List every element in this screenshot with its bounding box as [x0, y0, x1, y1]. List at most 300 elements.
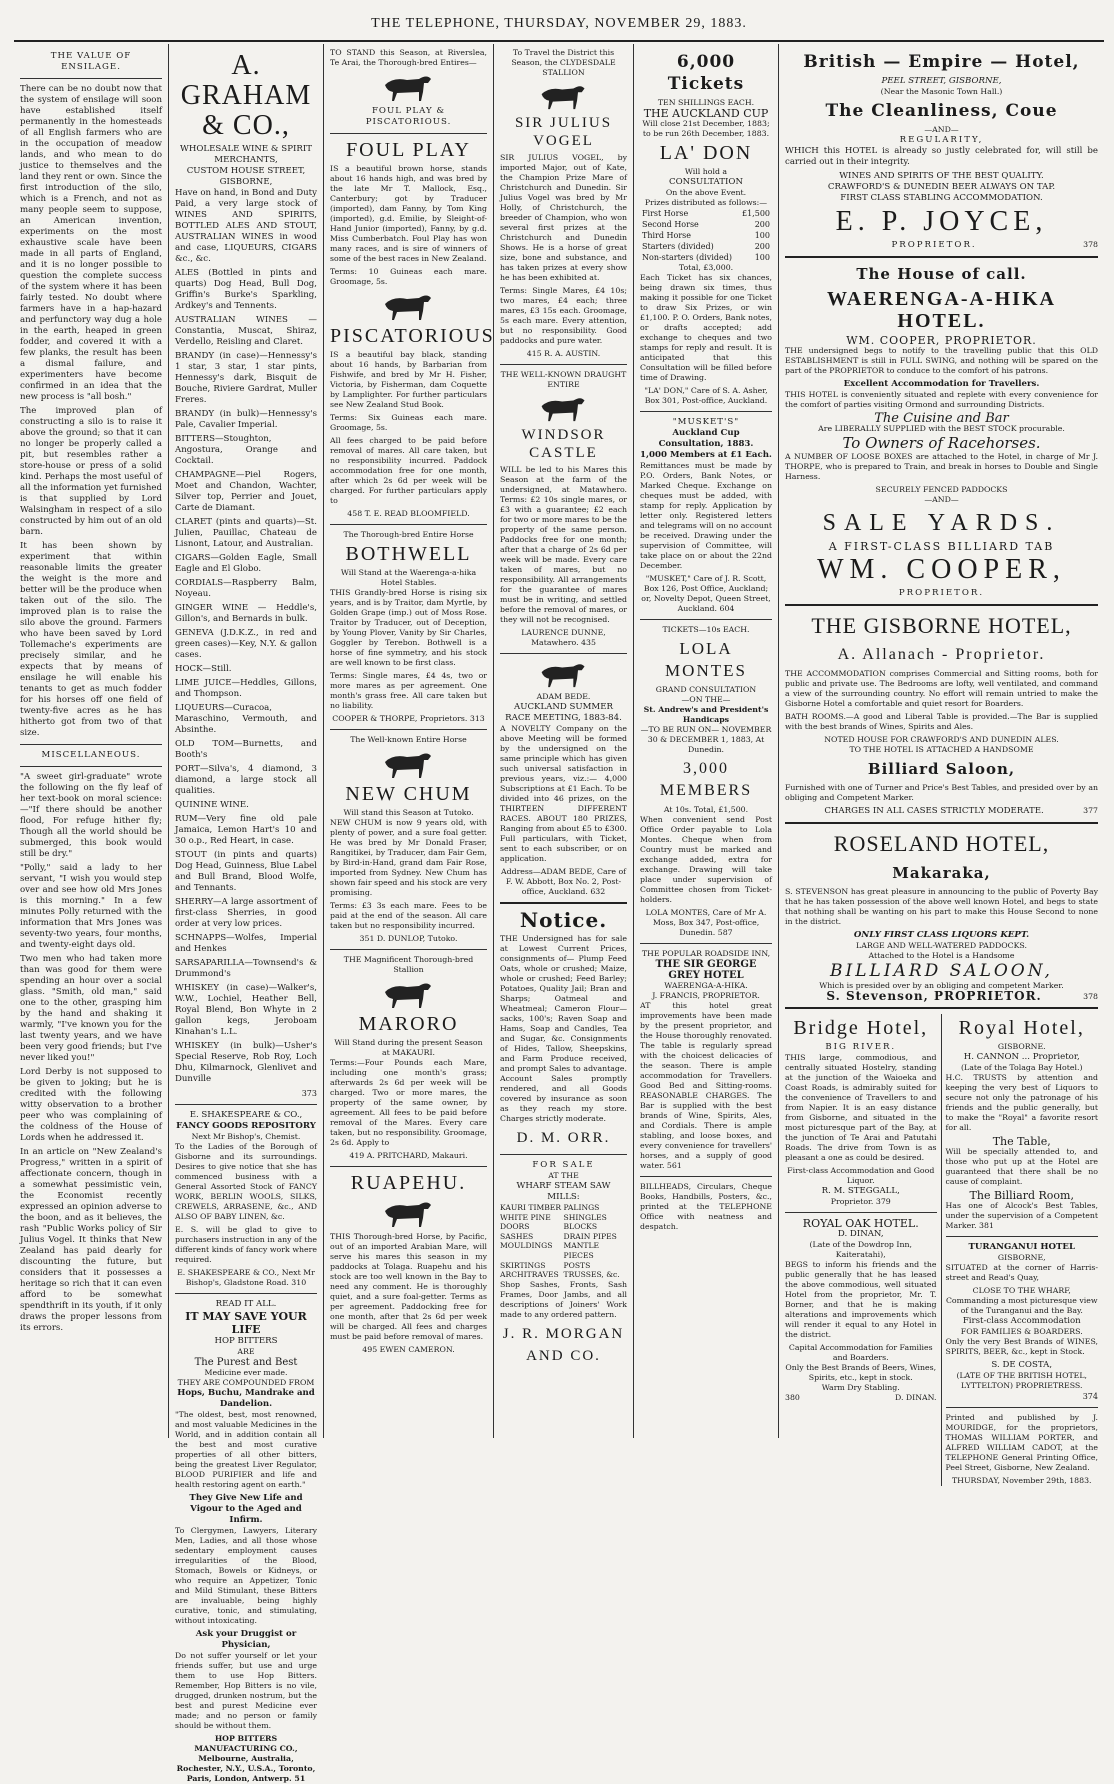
- cooper-text: THE undersigned begs to notify to the travelling public that this OLD ESTABLISHMENT is still in FULL SWING, and nothing will be spared on the part of the PROPRIETOR to conduce to the comfort of his patrons.: [785, 346, 1098, 375]
- tur-gis: GISBORNE,: [997, 1253, 1046, 1262]
- makaraka-heading: Makaraka,: [892, 864, 991, 882]
- large-paddocks: LARGE AND WELL-WATERED PADDOCKS.: [856, 941, 1027, 950]
- table-row: [640, 241, 772, 252]
- billiard-saloon2-heading: BILLIARD SALOON,: [830, 961, 1053, 981]
- divider: [330, 1166, 487, 1167]
- joyce-heading: E. P. JOYCE,: [835, 206, 1048, 237]
- furnished-text: Furnished with one of Turner and Price's Best Tables, and presided over by an obliging and Competent Marker.: [785, 783, 1098, 802]
- stevenson-row: [785, 991, 1098, 1002]
- graham-item: GINGER WINE — Heddle's, Gillon's, and Bernards in bulk.: [175, 603, 317, 624]
- divider: [330, 524, 487, 525]
- ad-number: 373: [301, 1089, 317, 1098]
- wharf-heading: WHARF STEAM SAW MILLS:: [516, 1181, 611, 1202]
- misc-paragraph: "Polly," said a lady to her servant, "I wish you would step over and see how old Mrs Jones is this morning." In a few minutes Polly returned with the information that Mrs Jones was seventy-two years, four months, and twenty-eight days old.: [20, 863, 162, 950]
- liberally: Are LIBERALLY SUPPLIED with the BEST STOCK procurable.: [818, 424, 1065, 433]
- charges-text: CHARGES IN ALL CASES STRICTLY MODERATE.: [824, 806, 1044, 816]
- and-word: —AND—: [924, 495, 959, 504]
- pisc-text: IS a beautiful bay black, standing about 16 hands, by Barbarian from Fishwife, and bred by Mr H. Fisher, Victoria, by Fisherman, dam Coquette by Lamplighter. For further particulars see New Zealand Stud Book.: [330, 350, 487, 409]
- graham-item: CLARET (pints and quarts)—St. Julien, Pauillac, Chateau de Lisnont, Latour, and Australian.: [175, 517, 317, 549]
- shakespeare-sig: E. SHAKESPEARE & CO., Next Mr Bishop's, Gladstone Road. 310: [177, 1268, 315, 1287]
- wharf-item: SASHES: [500, 1231, 534, 1241]
- horse-icon: [330, 748, 487, 780]
- divider: [785, 256, 1098, 258]
- grey-text: AT this hotel great improvements have been made by the present proprietor, and the House thoroughly renovated. The table is regularly spread with the choicest delicacies of the season. There is ample accommodation for Travellers. Good Bed and Sitting-rooms. REASONABLE CHARGES. The Bar is supplied with the best brands of Wine, Spirits, Ales, and Cordials. There is ample stabling, and loose boxes, and every convenience for travellers' horses, and a supply of good water. 561: [640, 1001, 772, 1170]
- lola-tickets: TICKETS—10s EACH.: [662, 625, 750, 634]
- divider: [20, 744, 162, 745]
- save-life-heading: IT MAY SAVE YOUR LIFE: [185, 1310, 307, 1336]
- divider: [500, 653, 627, 654]
- peel-street: PEEL STREET, GISBORNE,: [881, 76, 1002, 86]
- only-liquors: ONLY FIRST CLASS LIQUORS KEPT.: [853, 930, 1030, 940]
- regularity: REGULARITY,: [899, 135, 984, 145]
- divider: [175, 1104, 317, 1105]
- turanganui-heading: TURANGANUI HOTEL: [968, 1242, 1075, 1252]
- misc-paragraph: Lord Derby is not supposed to be given to joking; but he is credited with the following witty observation to a brother peer who was complaining of the coldness of the House of Lords when he addressed it.: [20, 1067, 162, 1143]
- grey-loc: WAERENGA-A-HIKA.: [664, 981, 748, 990]
- table-text: Will be specially attended to, and those who put up at the Hotel are guaranteed that there shall be no cause of complaint.: [945, 1147, 1098, 1186]
- roadside: THE POPULAR ROADSIDE INN,: [641, 949, 771, 958]
- horse-icon: [330, 1197, 487, 1229]
- column-graham: [169, 44, 324, 1783]
- foul-play-heading: FOUL PLAY: [346, 139, 471, 161]
- commanding: Commanding a most picturesque view of the Turanganui and the Bay.: [945, 1296, 1098, 1315]
- tickets-sub: TEN SHILLINGS EACH.: [657, 98, 755, 107]
- allanach-heading: A. Allanach - Proprietor.: [837, 646, 1046, 663]
- billiard-saloon-heading: Billiard Saloon,: [867, 760, 1016, 778]
- at-the: AT THE: [548, 1171, 579, 1180]
- foul-text: IS a beautiful brown horse, stands about 16 hands high, and was bred by the late Mr T. Mallock, Esq., Canterbury; got by Traducer (imported), dam Fanny, by Tom King (imported), g.d. Emilie, by Sleight-of-Hand Junior (imported), Fanny, by g.d. Miss Cumberbatch. Foul Play has won many races, and is sire of winners of some of the best races in New Zealand.: [330, 164, 487, 263]
- cannon-late: (Late of the Tolaga Bay Hotel.): [961, 1063, 1083, 1072]
- graham-sub: WHOLESALE WINE & SPIRIT MERCHANTS,: [180, 144, 312, 165]
- wharf-item: POSTS: [563, 1260, 591, 1270]
- att-hotel: Attached to the Hotel is a Handsome: [868, 951, 1015, 960]
- sir-julius-terms: Terms: Single Mares, £4 10s; two mares, £4 each; three mares, £3 15s each. Groomage, 5s each mare. Every attention, but no responsibility. Good paddocks and pure water.: [500, 286, 627, 345]
- graham-item: BRANDY (in case)—Hennessy's 1 star, 3 star, 1 star pints, Hennessy's dark, Bisquit de Bouche, Riviere Gardrat, Muller Freres.: [175, 351, 317, 405]
- divider: [785, 604, 1098, 606]
- lola-text: When convenient send Post Office Order payable to Lola Montes. Cheque when from Country must be marked and exchange added, extra for exchange. Drawing will take place under supervision of Committee chosen from Ticket-holders.: [640, 815, 772, 904]
- ad-number: 380: [785, 1393, 800, 1402]
- lola-montes-heading: LOLA MONTES: [665, 639, 747, 680]
- newspaper-page: [14, 8, 1104, 1783]
- foul-sub: FOUL PLAY & PISCATORIOUS.: [365, 106, 452, 127]
- wharf-item: MANTLE PIECES: [563, 1241, 600, 1260]
- maroro-text: Terms:—Four Pounds each Mare, including one month's grass; afterwards 2s 6d per week will be charged. Two or more mares, the property of the same owner, by agreement. All fees to be paid before removal of the Mares. Every care taken, but no responsibility. Groomage, 2s 6d. Apply to: [330, 1058, 487, 1147]
- bothwell-intro: The Thorough-bred Entire Horse: [343, 530, 474, 539]
- hop-bitters: HOP BITTERS: [214, 1336, 278, 1346]
- auckland-race-heading: AUCKLAND SUMMER RACE MEETING, 1883-84.: [505, 702, 622, 723]
- table-heading: The Table,: [992, 1135, 1051, 1148]
- graham-item: BITTERS—Stoughton, Angostura, Orange and Cocktail.: [175, 434, 317, 466]
- musket-members: 1,000 Members at £1 Each.: [640, 450, 772, 460]
- near-hall: (Near the Masonic Town Hall.): [880, 87, 1003, 96]
- pisc-more: All fees charged to be paid before removal of mares. All care taken, but no responsibility incurred. Paddock accommodation free for one month, after which 2s 6d per week will be charged. For further particulars apply to: [330, 436, 487, 505]
- boxes-text: A NUMBER OF LOOSE BOXES are attached to the Hotel, in charge of Mr J. THORPE, who is prepared to Train, and break in horses to Double and Single Harness.: [785, 452, 1098, 481]
- graham-item: CIGARS—Golden Eagle, Small Eagle and El Globo.: [175, 553, 317, 574]
- wharf-item: SKIRTINGS: [500, 1260, 546, 1270]
- column-ensilage: [14, 44, 169, 1438]
- joyce-row: [785, 240, 1098, 251]
- graham-item: GENEVA (J.D.K.Z., in red and green cases)—Key, N.Y. & gallon cases.: [175, 628, 317, 660]
- graham-item: BRANDY (in bulk)—Hennessy's Pale, Cavalier Imperial.: [175, 409, 317, 430]
- graham-town: GISBORNE,: [219, 177, 273, 187]
- big-river: BIG RIVER.: [825, 1042, 897, 1052]
- graham-item: SARSAPARILLA—Townsend's & Drummond's: [175, 958, 317, 979]
- graham-item: LIME JUICE—Heddles, Gillons, and Thompson.: [175, 678, 317, 699]
- notice-heading: Notice.: [519, 908, 608, 932]
- musket-heading: "MUSKET'S": [672, 417, 740, 427]
- ask-druggist: Ask your Druggist or Physician,: [195, 1629, 297, 1650]
- excellent-acc: Excellent Accommodation for Travellers.: [843, 379, 1040, 389]
- bothwell-heading: BOTHWELL: [345, 543, 472, 565]
- graham-firm-heading: A. GRAHAM & CO.,: [180, 50, 312, 141]
- misc-paragraph: Two men who had taken more than was good for them were spending an hour over a social glass. "Smith, old man," said one to the other, grasping him by the hand and shaking it warmly, "I've known you for the last twenty years, and we have been very good friends; but I've never liked you!": [20, 954, 162, 1063]
- bothwell-terms: Terms: Single mares, £4 4s, two or more mares as per agreement. One month's grass free. All care taken but no liability.: [330, 671, 487, 710]
- prize-total: Total, £3,000.: [678, 263, 734, 272]
- cooper-prop: WM. COOPER, PROPRIETOR.: [846, 334, 1037, 347]
- presided: Which is presided over by an obliging and competent Marker.: [819, 981, 1064, 990]
- misc-paragraph: In an article on "New Zealand's Progress," written in a spirit of affectionate concern, though in a somewhat pessimistic vein, the Economist recently expressed an opinion adverse to the boon, and as it believes, the rash "Public Works policy of Sir Julius Vogel. It thinks that New Zealand has paid dearly for discounting the future, but considers that it possesses a heritage so rich that it can even afford to be somewhat spendthrift in its youth, if it only draws the proper lessons from its errors.: [20, 1147, 162, 1333]
- divider: [175, 1293, 317, 1294]
- graham-item: QUININE WINE.: [175, 800, 249, 810]
- read-heading: READ IT ALL.: [215, 1299, 277, 1309]
- members-heading: 3,000 MEMBERS: [659, 760, 753, 799]
- ask-text: Do not suffer yourself or let your friends suffer, but use and urge them to use Hop Bitters. Remember, Hop Bitters is no vile, drugged, drunken nostrum, but the best and purest Medicine ever made; and no person or family should be without them.: [175, 1651, 317, 1730]
- lola-sig: LOLA MONTES, Care of Mr A. Moss, Box 347, Post-office, Dunedin. 587: [645, 908, 767, 937]
- graham-item: CORDIALS—Raspberry Balm, Noyeau.: [175, 578, 317, 599]
- billiard-room-text: Has one of Alcock's Best Tables, under the supervision of a Competent Marker. 381: [945, 1201, 1098, 1230]
- dinan-row: [785, 1393, 937, 1403]
- dinan-text: BEGS to inform his friends and the public generally that he has leased the above commodious, well situated Hotel from the proprietor, Mr. T. Borner, and that he is making alterations and improvements which will render it equal to any Hotel in the district.: [785, 1260, 937, 1339]
- la-don-heading: LA' DON: [659, 142, 753, 164]
- forsale-heading: FOR SALE: [532, 1160, 595, 1170]
- newchum-intro: The Well-known Entire Horse: [350, 735, 467, 744]
- royal-turanganui: [942, 1014, 1099, 1486]
- horse-icon: [330, 978, 487, 1010]
- wharf-item: DRAIN PIPES: [563, 1231, 617, 1241]
- column-consultations: [634, 44, 779, 1438]
- bridge-hotel-heading: Bridge Hotel,: [793, 1017, 929, 1039]
- firstclass-acc: First-class Accommodation: [962, 1316, 1081, 1326]
- divider: [640, 411, 772, 412]
- columns: [14, 44, 1104, 1783]
- foul-terms: Terms: 10 Guineas each mare. Groomage, 5s.: [330, 267, 487, 286]
- table-row: [640, 230, 772, 241]
- bridge-royal-oak: [785, 1014, 942, 1486]
- members-sub: At 10s. Total, £1,500.: [663, 805, 749, 814]
- graham-item: HOCK—Still.: [175, 664, 232, 674]
- horse-icon: [500, 659, 627, 689]
- ad-number: 378: [1083, 240, 1098, 249]
- wharf-item: KAURI TIMBER: [500, 1203, 562, 1212]
- divider: [500, 902, 627, 904]
- are-text: ARE: [237, 1347, 255, 1356]
- only-best-brands: Only the Best Brands of Beers, Wines, Spirits, etc., kept in stock.: [785, 1363, 937, 1382]
- article-title: THE VALUE OF ENSILAGE.: [50, 51, 132, 72]
- crawford-text: CRAWFORD'S & DUNEDIN BEER ALWAYS ON TAP.: [827, 182, 1056, 192]
- graham-item-list: [175, 268, 317, 1085]
- roseland-heading: ROSELAND HOTEL,: [833, 831, 1050, 856]
- medicine: Medicine ever made.: [204, 1368, 288, 1377]
- compounded: THEY ARE COMPOUNDED FROM: [177, 1378, 315, 1387]
- shakespeare-firm: E. SHAKESPEARE & CO.,: [189, 1110, 303, 1120]
- piscatorious-heading: PISCATORIOUS: [330, 325, 495, 347]
- ruapehu-sig: 495 EWEN CAMERON.: [362, 1345, 455, 1354]
- billiard-tab: A FIRST-CLASS BILLIARD TAB: [828, 540, 1055, 553]
- notice-text: THE Undersigned has for sale at Lowest Current Prices, consignments of— Plump Feed Oats, whole or crushed; Maize, whole or crushed; Feed Barley; Potatoes, Quality Jail; Bran and Sharps; Oatmeal and Wheatmeal; Cameron Flour—sacks, 100's; Raven Soap and Hams, Soap and Candles, Tea and Sugar, &c. Consignments of Hides, Tallow, Sheepskins, and Farm Produce received, and prompt Sales to advantage. Account Sales promptly rendered, and all Goods covered by insurance as soon as they reach my store. Charges strictly moderate.: [500, 934, 627, 1123]
- table-row: [640, 252, 772, 263]
- divider: [500, 1154, 627, 1155]
- maroro-heading: MARORO: [358, 1013, 459, 1035]
- noted-text: NOTED HOUSE FOR CRAWFORD'S AND DUNEDIN ALES.: [824, 735, 1059, 744]
- musket-addr: "MUSKET," Care of J. R. Scott, Box 126, Post Office, Auckland; or, Novelty Depot, Queen Street, Auckland. 604: [641, 574, 771, 613]
- clergy-text: To Clergymen, Lawyers, Literary Men, Ladies, and all those whose sedentary employment causes irregularities of the Blood, Stomach, Bowels or Kidneys, or who require an Appetizer, Tonic and Mild Stimulant, these Bitters are invaluable, being highly curative, tonic, and stimulating, without intoxicating.: [175, 1526, 317, 1625]
- lola-date: —TO BE RUN ON— NOVEMBER 30 & DECEMBER 1, 1883, At Dunedin.: [640, 725, 772, 754]
- new-chum-heading: NEW CHUM: [345, 783, 472, 805]
- la-don-text: Each Ticket has six chances, being drawn six times, thus making it possible for one Ticket to draw Six Prizes, or win £1,100. P. O. Orders, Bank notes, or drafts accepted; add exchange to cheques and two stamps for reply and result. It is anticipated that this Consultation will be filled before time of Drawing.: [640, 273, 772, 382]
- give-life: They Give New Life and Vigour to the Aged and Infirm.: [189, 1493, 303, 1525]
- steggall: R. M. STEGGALL,: [821, 1186, 900, 1196]
- firstclass: First-class Accommodation and Good Liquor.: [787, 1166, 935, 1185]
- capital: Capital Accommodation for Families and Boarders.: [788, 1343, 933, 1362]
- divider: [785, 1007, 1098, 1009]
- hc-text: H.C. TRUSTS by attention and keeping the very best of Liquors to secure not only the patronage of his friends and the public generally, but to make the "Royal" a favorite resort for all.: [945, 1073, 1098, 1132]
- musket-text: Remittances must be made by P.O. Orders, Bank Notes, or Marked Cheque. Exchange on cheques must be added, with stamp for reply. Application by letter only. Registered letters and telegrams will on no account be received. Drawing under the supervision of Committee, will take place on or about the 22nd December.: [640, 461, 772, 570]
- waerenga-heading: WAERENGA-A-HIKA HOTEL.: [827, 288, 1056, 332]
- wines-text: WINES AND SPIRITS OF THE BEST QUALITY.: [839, 171, 1044, 181]
- maroro-sig: 419 A. PRITCHARD, Makauri.: [349, 1151, 468, 1160]
- paddocks: SECURELY FENCED PADDOCKS: [875, 485, 1008, 494]
- newchum-text: NEW CHUM is now 9 years old, with plenty of power, and a sure foal getter. He was bred by Mr Donald Fraser, Rangitikei, by Traducer, dam Fair Gem, by Bird-in-Hand, grand dam Fair Rose, imported from Sydney. New Chum has shown fair speed and his stock are very promising.: [330, 818, 487, 897]
- wharf-text: Shop Sashes, Fronts, Sash Frames, Door Jambs, and all descriptions of Joiners' Work made to any ordered pattern.: [500, 1279, 627, 1319]
- joyce-prop: PROPRIETOR.: [891, 240, 977, 250]
- shakespeare-text2: E. S. will be glad to give to purchasers instruction in any of the different kinds of fancy work where required.: [175, 1225, 317, 1264]
- billiard-room-heading: The Billiard Room,: [969, 1189, 1074, 1202]
- prize-label: Second Horse: [642, 220, 699, 229]
- cleanliness-heading: The Cleanliness, Coue: [825, 101, 1058, 121]
- bothwell-text: THIS Grandly-bred Horse is rising six years, and is by Traitor, dam Myrtle, by Golden Grape (imp.) out of Moss Rose. Traitor by Traducer, out of Deception, by Young Plover, Vanity by Sir Charles, Goggler by Terebon. Bothwell is a horse of fine symmetry, and his stock are well known to be first class.: [330, 588, 487, 667]
- wm-cooper-heading: WM. COOPER,: [817, 554, 1066, 585]
- misc-title: MISCELLANEOUS.: [41, 750, 141, 760]
- pisc-sig: 458 T. E. READ BLOOMFIELD.: [347, 509, 470, 518]
- article-paragraph: It has been shown by experiment that within reasonable limits the greater the weight is the more and better will be the produce when taken out of the silo. The improved plan is to raise the silo above the ground. Farmers who have been saved by Lord Tollemache's experiments are precisely similar, and he expects that by means of ensilage he will enable his tenants to get as much fodder for his horses off one field of twenty-five acres as he has hitherto got from two of that size.: [20, 541, 162, 738]
- divider: [330, 133, 487, 134]
- graham-item: ALES (Bottled in pints and quarts) Dog Head, Bull Dog, Griffin's Burke's Sparkling, Ardkey's and Tennents.: [175, 268, 317, 311]
- purest: The Purest and Best: [194, 1357, 298, 1368]
- stevenson-text: S. STEVENSON has great pleasure in announcing to the public of Poverty Bay that he has taken possession of the above well known Hotel, and begs to state that nothing shall be wanting on his part to make this House Second to none in the district.: [785, 887, 1098, 926]
- wharf-item: SHINGLES: [563, 1212, 607, 1222]
- bothwell-sig: COOPER & THORPE, Proprietors. 313: [332, 714, 485, 723]
- column-stallions: [324, 44, 494, 1438]
- bothwell-sub: Will Stand at the Waerenga-a-hika Hotel Stables.: [340, 568, 477, 587]
- prize-value: 100: [754, 253, 770, 262]
- divider: [500, 364, 627, 365]
- lola-race: St. Andrew's and President's Handicaps: [643, 705, 769, 724]
- attached-text: TO THE HOTEL IS ATTACHED A HANDSOME: [849, 745, 1034, 754]
- prize-value: £1,500: [742, 209, 770, 218]
- warm: Warm Dry Stabling.: [821, 1383, 900, 1392]
- auckland-cup: THE AUCKLAND CUP: [643, 107, 769, 120]
- graham-item: CHAMPAGNE—Piel Rogers, Moet and Chandon, Wachter, Silver top, Perrier and Jouet, Carte de Diamant.: [175, 470, 317, 513]
- windsor-castle-heading: WINDSOR CASTLE: [521, 427, 606, 461]
- decosta: S. DE COSTA,: [991, 1360, 1053, 1370]
- dinan-late: (Late of the Dowdrop Inn, Kaiteratahi),: [809, 1240, 912, 1259]
- gisborne-text: THE ACCOMMODATION comprises Commercial and Sitting rooms, both for public and private use. The Bedrooms are lofty, well ventilated, and command a view of the surrounding country. No effort will remain untried to make the Gisborne Hotel a comfortable and quiet resort for Boarders.: [785, 669, 1098, 708]
- owners-heading: To Owners of Racehorses.: [842, 434, 1041, 452]
- wharf-list: [500, 1203, 627, 1280]
- morgan-sig: J. R. MORGAN AND CO.: [502, 1325, 625, 1364]
- misc-paragraph: "A sweet girl-graduate" wrote the following on the fly leaf of her text-book on moral science:—"If there should be another flood, For refuge hither fly; Though all the world should be submerged, this book would still be dry.": [20, 772, 162, 859]
- divider: [946, 1236, 1099, 1237]
- only-best: Only the very Best Brands of WINES, SPIRITS, BEER, &c., kept in Stock.: [945, 1337, 1098, 1356]
- will-hold: Will hold a: [684, 167, 728, 176]
- ad-number: 377: [1083, 806, 1098, 815]
- wharf-item: BLOCKS: [563, 1222, 598, 1232]
- graham-item: WHISKEY (in bulk)—Usher's Special Reserve, Rob Roy, Loch Dhu, Kilmarnock, Glenlivet and Dunville: [175, 1041, 317, 1084]
- charges-row: [785, 806, 1098, 817]
- table-row: [640, 208, 772, 219]
- pisc-terms: Terms: Six Guineas each mare. Groomage, 5s.: [330, 413, 487, 432]
- royal-oak-heading: ROYAL OAK HOTEL.: [802, 1217, 919, 1230]
- ruapehu-heading: RUAPEHU.: [350, 1172, 467, 1194]
- royal-gis: GISBORNE.: [997, 1042, 1046, 1051]
- fancy-goods-heading: FANCY GOODS REPOSITORY: [176, 1121, 316, 1131]
- horse-icon: [330, 290, 487, 322]
- la-don-addr: "LA' DON," Care of S. A. Asher, Box 301, Post-office, Auckland.: [644, 386, 768, 405]
- close-wharf: CLOSE TO THE WHARF,: [972, 1286, 1071, 1295]
- british-hotel-heading: British — Empire — Hotel,: [803, 52, 1080, 72]
- families: FOR FAMILIES & BOARDERS.: [960, 1327, 1083, 1336]
- masthead: THE TELEPHONE, THURSDAY, NOVEMBER 29, 1883.: [14, 8, 1104, 42]
- musket-sub: Auckland Cup Consultation, 1883.: [658, 428, 754, 449]
- graham-item: OLD TOM—Burnetts, and Booth's: [175, 739, 317, 760]
- divider: [330, 729, 487, 730]
- lola-on: —ON THE—: [681, 695, 731, 704]
- cup-close: Will close 21st December, 1883; to be run 26th December, 1883.: [642, 119, 770, 138]
- maroro-sub: Will Stand during the present Season at MAKAURI.: [334, 1038, 483, 1057]
- stabling-text: FIRST CLASS STABLING ACCOMMODATION.: [840, 193, 1043, 203]
- adam-bede-sig: Address—ADAM BEDE, Care of F. W. Abbott, Box No. 2, Post-office, Auckland. 632: [500, 867, 627, 896]
- grey-prop: J. FRANCIS, PROPRIETOR.: [652, 991, 760, 1000]
- wharf-item: PALINGS: [563, 1203, 600, 1212]
- royal-hotel-heading: Royal Hotel,: [958, 1017, 1085, 1039]
- sir-julius-sig: 415 R. A. AUSTIN.: [526, 349, 601, 358]
- shakespeare-text: To the Ladies of the Borough of Gisborne and its surroundings. Desires to give notice that she has commenced business with a General Assorted Stock of FANCY WORK, BERLIN WOOLS, SILKS, CREWELS, ARRASENE, &c., AND ALSO OF BABY LINEN, &c.: [175, 1142, 317, 1221]
- prize-label: Non-starters (divided): [642, 253, 732, 262]
- newchum-terms: Terms: £3 3s each mare. Fees to be paid at the end of the season. All care taken but no responsibility incurred.: [330, 901, 487, 930]
- steggall-prop: Proprietor. 379: [830, 1197, 891, 1206]
- hop-quote: "The oldest, best, most renowned, and most valuable Medicines in the World, and in addition contain all the best and most curative properties of all other bitters, being the greatest Liver Regulator, BLOOD PURIFIER and life and health restoring agent on earth.": [175, 1410, 317, 1489]
- graham-item: WHISKEY (in case)—Walker's, W.W., Lochiel, Heather Bell, Royal Blend, Bon Whyte in 2 gallon kegs, Jeroboam Kinahan's L.L.: [175, 983, 317, 1037]
- sir-julius-intro: To Travel the District this Season, the CLYDESDALE STALLION: [511, 48, 616, 77]
- ad-number: 378: [1083, 991, 1098, 1001]
- newchum-sig: 351 D. DUNLOP, Tutoko.: [359, 934, 458, 943]
- which-text: WHICH this HOTEL is already so justly celebrated for, will still be carried out in their integrity.: [785, 146, 1098, 167]
- horse-icon: [500, 393, 627, 423]
- tickets-heading: 6,000 Tickets: [667, 52, 745, 94]
- graham-address: CUSTOM HOUSE STREET,: [186, 166, 306, 176]
- cuisine-heading: The Cuisine and Bar: [874, 411, 1009, 426]
- bath-text: BATH ROOMS.—A good and Liberal Table is provided.—The Bar is supplied with the best brands of Wines, Spirits and Ales.: [785, 712, 1098, 731]
- graham-item: SHERRY—A large assortment of first-class Sherries, in good order at very low prices.: [175, 897, 317, 929]
- wharf-item: ARCHITRAVES: [500, 1270, 559, 1280]
- prize-value: 200: [754, 242, 770, 251]
- prize-value: 200: [754, 220, 770, 229]
- divider: [946, 1407, 1099, 1408]
- column-hotels: [779, 44, 1104, 1485]
- wm-cooper-prop: PROPRIETOR.: [898, 588, 985, 598]
- article-paragraph: The improved plan of constructing a silo is to raise it above the ground; so that it can no longer be properly called a pit, but resembles rather a store-house or press of a solid kind. Perhaps the most useful of all the information yet furnished is that supplied by Lord Walsingham in respect of a silo constructed by him out of an old barn.: [20, 406, 162, 537]
- orr-sig: D. M. ORR.: [516, 1130, 611, 1146]
- dinan: D. DINAN,: [837, 1229, 884, 1239]
- decosta-late: (LATE OF THE BRITISH HOTEL, LYTTELTON) PROPRIETRESS.: [956, 1371, 1088, 1390]
- graham-item: AUSTRALIAN WINES — Constantia, Muscat, Shiraz, Verdello, Reisling and Claret.: [175, 315, 317, 347]
- divider: [640, 619, 772, 620]
- dinan-sig: D. DINAN.: [894, 1393, 937, 1402]
- horse-icon: [330, 71, 487, 103]
- graham-intro: Have on hand, in Bond and Duty Paid, a very large stock of WINES AND SPIRITS, BOTTLED ALES AND STOUT, AUSTRALIAN WINES in wood and case, LIQUEURS, CIGARS &c., &c.: [175, 188, 317, 264]
- printed-date: THURSDAY, November 29th, 1883.: [951, 1476, 1092, 1485]
- graham-item: PORT—Silva's, 4 diamond, 3 diamond, a large stock all qualities.: [175, 764, 317, 796]
- prize-table: [640, 208, 772, 263]
- article-paragraph: There can be no doubt now that the system of ensilage will soon have established itself permanently in the homesteads of all English farmers who are in the occupation of meadow lands, and who mean to do justice to themselves and the land they rent or own. Since the first introduction of the silo, which is a French, and not as many people seem to suppose, an American invention, experiments on the most exhaustive scale have been made in all parts of England, and it is no longer possible to question the complete success of the system where it has been fairly tested. No doubt where farmers have in a hap-hazard and perfunctory way dug a hole in the earth, heaped in green fodder, and covered it with a few planks, the result has been a dismal failure, and experimenters have become confirmed in an idea that the new process is "all bosh.": [20, 84, 162, 402]
- tur-text: SITUATED at the corner of Harris-street and Read's Quay,: [945, 1263, 1098, 1282]
- sir-julius-text: SIR JULIUS VOGEL, by imported Major, out of Kate, the Champion Prize Mare of Christchurch and Dunedin. Sir Julius Vogel was bred by Mr Holly, of Christchurch, the breeder of Champion, who won several first prizes at the Christchurch and Dunedin Shows. He is a horse of great size, bone and substance, and has taken prizes at every show he has been exhibited at.: [500, 153, 627, 282]
- divider: [640, 943, 772, 944]
- gisborne-hotel-heading: THE GISBORNE HOTEL,: [811, 613, 1072, 638]
- divider: [20, 766, 162, 767]
- wharf-item: WHITE PINE: [500, 1212, 551, 1222]
- ruapehu-text: THIS Thorough-bred Horse, by Pacific, out of an imported Arabian Mare, will serve his mares this season in my paddocks at Tolaga. Ruapehu and his stock are too well known in the Bay to need any comment. He is thoroughly quiet, and a sure foal-getter. Terms as per agreement. Paddocking free for one month, after that 2s 6d per week will be charged. All fees and charges must be paid before removal of mares.: [330, 1232, 487, 1341]
- column-clydesdale: [494, 44, 634, 1438]
- fancy-sub: Next Mr Bishop's, Chemist.: [191, 1132, 301, 1141]
- bottom-hotels: [785, 1014, 1098, 1486]
- prizes-head: Prizes distributed as follows:—: [644, 198, 768, 207]
- wharf-item: TRUSSES, &c.: [563, 1270, 620, 1280]
- newchum-sub: Will stand this Season at Tutoko.: [343, 808, 474, 817]
- cannon: H. CANNON ... Proprietor,: [963, 1052, 1080, 1062]
- draught-intro: THE WELL-KNOWN DRAUGHT ENTIRE: [500, 370, 627, 389]
- and-word: —AND—: [924, 125, 959, 134]
- wharf-item: MOULDINGS: [500, 1241, 553, 1251]
- maroro-intro: THE Magnificent Thorough-bred Stallion: [343, 955, 474, 974]
- hop-manufact: HOP BITTERS MANUFACTURING CO., Melbourne, Australia, Rochester, N.Y., U.S.A., Toronto, Paris, London, Antwerp. 51: [176, 1734, 316, 1783]
- horse-icon: [500, 81, 627, 111]
- house-of-call-heading: The House of call.: [856, 265, 1027, 283]
- graham-item: SCHNAPPS—Wolfes, Imperial and Henkes: [175, 933, 317, 954]
- foul-intro: TO STAND this Season, at Riverslea, Te Arai, the Thorough-bred Entires—: [330, 48, 487, 67]
- bridge-text: THIS large, commodious, and centrally situated Hostelry, standing at the junction of the Waioeka and Coast Roads, is admirably suited for the convenience of Travellers to and from Napier. It is an easy distance from Gisborne, and situated in the most picturesque part of the Bay, at the junction of Te Arai and Patutahi Roads. The drive from Town is as pleasant a one as could be desired.: [785, 1053, 937, 1162]
- grey-hotel-heading: THE SIR GEORGE GREY HOTEL: [655, 959, 757, 981]
- ad-number: 374: [1082, 1392, 1098, 1401]
- prize-label: Third Horse: [642, 231, 691, 240]
- graham-item: RUM—Very fine old pale Jamaica, Lemon Hart's 10 and 30 o.p., Red Heart, in case.: [175, 814, 317, 846]
- prize-label: Starters (divided): [642, 242, 714, 251]
- event: On the above Event.: [665, 188, 747, 197]
- graham-item: STOUT (in pints and quarts) Dog Head, Guinness, Blue Label and Bull Brand, Blood Wolfe, and Tennants.: [175, 850, 317, 893]
- auckland-race-text: A NOVELTY Company on the above Meeting will be formed by the undersigned on the same principle which has given such universal satisfaction in previous years, viz.:— 4,000 Subscriptions at £1 Each. To be divided into 46 prizes, on the THIRTEEN DIFFERENT RACES. ABOUT 180 PRIZES, Ranging from about £5 to £300. Full particulars, with Ticket, sent to each subscriber, or on application.: [500, 724, 627, 863]
- stevenson-sig: S. Stevenson, PROPRIETOR.: [826, 989, 1042, 1003]
- graham-item: LIQUEURS—Curacoa, Maraschino, Vermouth, and Absinthe.: [175, 703, 317, 735]
- windsor-text: WILL be led to his Mares this Season at the farm of the undersigned, at Matawhero. Terms: £2 10s single mares, or £3 with a guarantee; £2 each for two or more mares to be the property of the same person. Paddocks free for one month; after that a charge of 2s 6d per week will be made. Every care taken of mares, but no responsibility. All arrangements for the guarantee of mares must be in writing, and settled before the removal of mares, or they will not be recognised.: [500, 465, 627, 624]
- prize-label: First Horse: [642, 209, 689, 218]
- divider: [20, 78, 162, 79]
- consultation: CONSULTATION: [669, 177, 743, 187]
- billheads-text: BILLHEADS, Circulars, Cheque Books, Handbills, Posters, &c., printed at the TELEPHONE Office with neatness and despatch.: [640, 1182, 772, 1231]
- hops-heading: Hops, Buchu, Mandrake and Dandelion.: [177, 1388, 315, 1409]
- conveniently-text: THIS HOTEL is conveniently situated and replete with every convenience for the comfort of parties visiting Ormond and surrounding Districts.: [785, 390, 1098, 409]
- divider: [785, 822, 1098, 824]
- windsor-sig: LAURENCE DUNNE, Matawhero. 435: [521, 628, 606, 647]
